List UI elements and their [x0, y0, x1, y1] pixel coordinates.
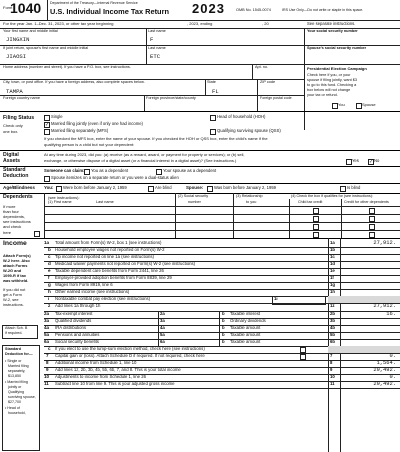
- line-number: d: [48, 261, 51, 267]
- amount-field-7[interactable]: 0.: [389, 352, 396, 359]
- line-box-label: 3b: [330, 317, 336, 323]
- amount-field-11[interactable]: 29,492.: [373, 381, 396, 387]
- omb-number: OMB No. 1545-0074: [236, 8, 271, 12]
- line-box-label: 9: [330, 366, 333, 372]
- line-box-label: 1h: [330, 289, 336, 295]
- line-number: i: [48, 296, 50, 302]
- shaded-cell: [328, 296, 400, 303]
- line-number: f: [48, 275, 50, 281]
- spouse-itemizes-checkbox[interactable]: [44, 176, 50, 182]
- state-field[interactable]: FL: [212, 88, 219, 95]
- line-box-label: 1b: [330, 247, 336, 253]
- amount-field-10[interactable]: 0.: [389, 373, 396, 380]
- line-number: 6a: [44, 338, 50, 344]
- line-box-label: 4b: [330, 324, 336, 330]
- line-number: g: [48, 282, 51, 288]
- line-number: h: [48, 289, 51, 295]
- line-box-label: 1e: [330, 268, 335, 274]
- schedule-b-note: Attach Sch. B if required.: [2, 325, 38, 339]
- amount-field-9[interactable]: 29,492.: [373, 366, 396, 373]
- line-box-label: 6a: [160, 338, 165, 344]
- spouse-first-name-field[interactable]: JIAOSI: [6, 53, 27, 60]
- line-box-label: 3a: [160, 317, 165, 323]
- line-label: Add lines 1z, 2b, 3b, 4b, 5b, 6b, 7, and 8. This is your total income: [55, 366, 181, 372]
- line-label: Household employee wages not reported on Form(s) W-2: [55, 247, 165, 253]
- form-prefix: Form: [3, 5, 13, 10]
- line-label: Other earned income (see instructions): [55, 289, 130, 295]
- mfs-checkbox[interactable]: [44, 129, 50, 135]
- line-box-label: 6b: [330, 338, 336, 344]
- last-name-field[interactable]: F: [150, 36, 154, 43]
- hoh-checkbox[interactable]: [210, 115, 216, 121]
- standard-deduction-sidebar: Standard Deduction for— • Single or Married filing separately, $13,850 • Married filing jointly or Qualifying surviving spouse, $27,700 • Head of household,: [2, 345, 40, 451]
- line-label: Taxable amount: [230, 338, 261, 344]
- line-number: b: [222, 324, 225, 330]
- other-dependent-credit-checkbox-2[interactable]: [369, 216, 375, 222]
- spouse-born-before-checkbox[interactable]: [207, 186, 213, 192]
- line-label: Nontaxable combat pay election (see instructions): [55, 296, 151, 302]
- line-number: 2a: [44, 310, 50, 316]
- line-box-label: 1c: [330, 254, 335, 260]
- city-field[interactable]: TAMPA: [6, 88, 23, 95]
- line-box-label: 10: [330, 373, 335, 379]
- mfj-checkbox[interactable]: [44, 122, 50, 128]
- line-number: 8: [46, 359, 49, 365]
- see-separate-instructions: See separate instructions.: [307, 21, 356, 26]
- amount-field-1a[interactable]: 27,912.: [373, 240, 396, 246]
- line-number: e: [48, 268, 51, 274]
- line-number: b: [48, 247, 51, 253]
- line-number: c: [48, 345, 51, 351]
- line-label: Adjustments to income from Schedule 1, line 26: [55, 373, 146, 379]
- line-box-label: 1z: [330, 303, 335, 309]
- line-box-label: 5a: [160, 331, 165, 337]
- line-label: Ordinary dividends: [230, 317, 266, 323]
- you-blind-checkbox[interactable]: [148, 186, 154, 192]
- line-box-label: 5b: [330, 331, 336, 337]
- line-number: 10: [44, 373, 50, 379]
- line-number: c: [48, 254, 51, 260]
- tax-year-line: For the year Jan. 1–Dec. 31, 2023, or other tax year beginning: [3, 21, 114, 26]
- line-box-label: 11: [330, 381, 335, 386]
- line-label: Tax-exempt interest: [55, 310, 93, 316]
- spouse-last-name-field[interactable]: ETC: [150, 53, 161, 60]
- single-checkbox[interactable]: [44, 115, 50, 121]
- line-number: 5a: [44, 331, 50, 337]
- line-label: Wages from Form 8919, line 6: [55, 282, 113, 288]
- filing-status-heading: Filing Status: [3, 115, 35, 121]
- form-1040-page: Form 1040 Department of the Treasury—Internal Revenue Service U.S. Individual Income Tax Return 2023 OMB No. 1545-0074 IRS Use Only—Do not write or staple in this space. For the year Jan. 1–Dec. 31, 2023, or other tax year beginning , 2023, ending , 20 See separate instructions. Your first name and middle initial Last name Your social security number JINGXIN F If joint return, spouse's first name and middle initial Last name Spouse's social security number JIAOSI ETC Home address (number and street). If you have a P.O. box, see instructions. Apt. no. City, town, or post office. If you have a foreign address, also complete spaces below. State ZIP code TAMPA FL Foreign country name Foreign province/state/county Foreign postal code Presidential Election Campaign Check here if you, or your spouse if filing jointly, want $3 to go to this fund. Checking a box below will not change your tax or refund. You Spouse Filing Status Check only one box. Single ✓ Married filing jointly (even if only one had income) Married filing separately (MFS) Head of household (HOH) Qualifying surviving spouse (QSS) If you checked the MFS box, enter the name of your spouse. If you checked the HOH or QSS box, enter the child's name if the qualifying person is a child but not your dependent: Digital Assets At any time during 2023, did you: (a) receive (as a reward, award, or payment for property or services); or (b) sell, exchange, or otherwise dispose of a digital asset (or a financial interest in a digital asset)? (See instructions.) Yes ✓ No Standard Deduction Someone can claim: You as a dependent Your spouse as a dependent Spouse itemizes on a separate return or you were a dual-status alien Age/Blindness You: Were born before January 2, 1959 Are blind Spouse: Was born before January 2, 1959 Is blind Dependents (see instructions): If more than four dependents, see instructions and check here (1) First name Last name (2) Social security number (3) Relationship to you (4) Check the box if qualifies for (see instructions): Child tax credit Credit for other dependents Income Attach Form(s) W-2 here. Also attach Forms W-2G and 1099-R if tax was withheld. If you did not get a Form W-2, see instructions. Attach Sch. B if required. Standard Deduction for— • Single or Married filing separately, $13,850 • Married filing jointly or Qualifying surviving spouse, $27,700 • Head of household, 1a Total amount from Form(s) W-2, box 1 (see instructions) 1a 27,912. b Household employee wages not reported on Form(s) W-2 1b c Tip income not reported on line 1a (see instructions) 1c d Medicaid waiver payments not reported on Form(s) W-2 (see instructions) 1d e Taxable dependent care benefits from Form 2441, line 26 1e f Employer-provided adoption benefits from Form 8839, line 29 1f g Wages from Form 8919, line 6 1g h Other earned income (see instructions) 1h i Nontaxable combat pay election (see instructions) 1i z Add lines 1a through 1h 1z 27,912. 2a Tax-exempt interest 2a b Taxable interest 2b 16. 3a Qualified dividends 3a b Ordinary dividends 3b 4a IRA distributions 4a b Taxable amount 4b 5a Pensions and annuities 5a b Taxable amount 5b 6a Social security benefits 6a b Taxable amount 6b c If you elect to use the lump-sum election method, check here (see instructions) 7 Capital gain or (loss). Attach Schedule D if required. If not required, check here 7 0. 8 Additional income from Schedule 1, line 10 8 1,564. 9 Add lines 1z, 2b, 3b, 4b, 5b, 6b, 7, and 8. This is your total income 9 29,492. 10 Adjustments to income from Schedule 1, line 26 10 0. 11 Subtract line 10 from line 9. This is your adjusted gross income 11 29,492.: [0, 0, 400, 452]
- line-label: Taxable amount: [230, 331, 261, 337]
- amount-field-8[interactable]: 1,564.: [376, 359, 396, 366]
- line-label: Taxable dependent care benefits from Form 2441, line 26: [55, 268, 164, 274]
- other-dependent-credit-checkbox-3[interactable]: [369, 224, 375, 230]
- line-label: Taxable interest: [230, 310, 261, 316]
- pec-title: Presidential Election Campaign: [307, 66, 367, 71]
- you-born-before-checkbox[interactable]: [56, 186, 62, 192]
- tax-year: 2023: [192, 1, 225, 16]
- first-name-field[interactable]: JINGXIN: [6, 36, 30, 43]
- line-label: Qualified dividends: [55, 317, 92, 323]
- line-box-label: 1d: [330, 261, 336, 267]
- line-number: 1a: [44, 240, 50, 245]
- department-line: Department of the Treasury—Internal Revenue Service: [50, 1, 138, 5]
- amount-field-1z[interactable]: 27,912.: [373, 303, 396, 310]
- line-box-label: 2b: [330, 310, 336, 316]
- line-box-label: 2a: [160, 310, 165, 316]
- more-dependents-checkbox[interactable]: [34, 231, 40, 237]
- line-number: 9: [46, 366, 49, 372]
- form-number: 1040: [10, 0, 42, 16]
- line-box-label: 7: [330, 352, 333, 358]
- line-label: Social security benefits: [55, 338, 99, 344]
- line-label: IRA distributions: [55, 324, 87, 330]
- line-number: b: [222, 317, 225, 323]
- line-number: 3a: [44, 317, 50, 323]
- line-number: b: [222, 338, 225, 344]
- line-label: Employer-provided adoption benefits from Form 8839, line 29: [55, 275, 172, 281]
- line-number: z: [48, 303, 51, 309]
- child-tax-credit-checkbox-1[interactable]: [313, 208, 319, 214]
- line-label: If you elect to use the lump-sum election method, check here (see instructions): [55, 345, 205, 351]
- line-label: Tip income not reported on line 1a (see instructions): [55, 254, 154, 260]
- amount-field-2b[interactable]: 16.: [386, 310, 396, 317]
- line-label: Pensions and annuities: [55, 331, 100, 337]
- line-label: Total amount from Form(s) W-2, box 1 (see instructions): [55, 240, 162, 245]
- irs-use-only: IRS Use Only—Do not write or staple in this space.: [282, 8, 364, 12]
- line-box-label: 1a: [330, 240, 335, 245]
- child-tax-credit-checkbox-2[interactable]: [313, 216, 319, 222]
- other-dependent-credit-checkbox-1[interactable]: [369, 208, 375, 214]
- qss-checkbox[interactable]: [210, 129, 216, 135]
- line-box-label: 4a: [160, 324, 165, 330]
- line-label: Capital gain or (loss). Attach Schedule D if required. If not required, check here: [55, 352, 205, 358]
- line-label: Subtract line 10 from line 9. This is your adjusted gross income: [55, 381, 175, 386]
- shaded-cell: [328, 346, 400, 353]
- line-number: b: [222, 310, 225, 316]
- line-label: Additional income from Schedule 1, line 10: [55, 359, 137, 365]
- child-tax-credit-checkbox-3[interactable]: [313, 224, 319, 230]
- line-box-label: 1g: [330, 282, 336, 288]
- line-box-label: 1i: [274, 296, 278, 302]
- row-rule: [44, 388, 400, 389]
- line-number: b: [222, 331, 225, 337]
- line-number: 4a: [44, 324, 50, 330]
- line-label: Add lines 1a through 1h: [55, 303, 101, 309]
- spouse-blind-checkbox[interactable]: [340, 186, 346, 192]
- form-title: U.S. Individual Income Tax Return: [50, 7, 169, 16]
- line-box-label: 1f: [330, 275, 334, 281]
- line-label: Taxable amount: [230, 324, 261, 330]
- line-box-label: 8: [330, 359, 333, 365]
- line-number: 11: [44, 381, 49, 386]
- income-heading: Income: [3, 240, 27, 247]
- line-number: 7: [46, 352, 49, 358]
- line-label: Medicaid waiver payments not reported on Form(s) W-2 (see instructions): [55, 261, 196, 267]
